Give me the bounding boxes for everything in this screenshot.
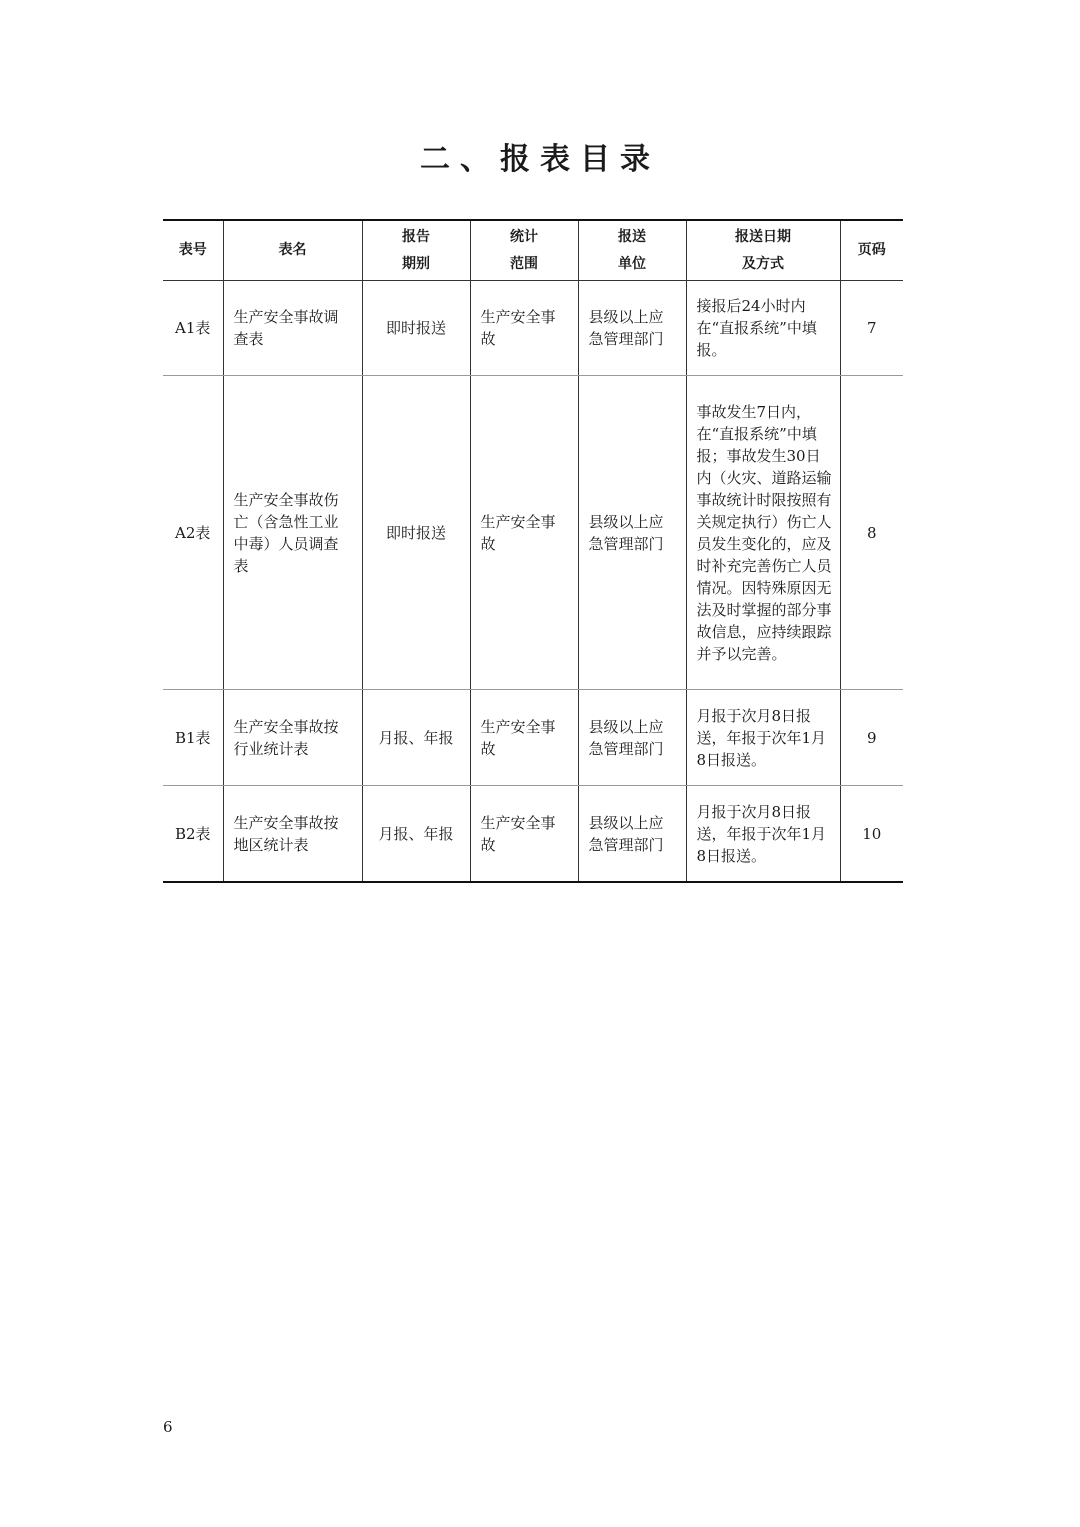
header-date-method [686, 220, 840, 281]
cell-scope: 生产安全事故 [470, 281, 578, 376]
cell-period: 月报、年报 [362, 690, 470, 786]
cell-page: 9 [840, 690, 903, 786]
cell-code: B2表 [163, 786, 223, 883]
cell-name: 生产安全事故伤亡（含急性工业中毒）人员调查表 [223, 376, 362, 690]
header-unit [578, 220, 686, 281]
table-row [163, 281, 903, 376]
header-page [840, 220, 903, 281]
cell-scope: 生产安全事故 [470, 690, 578, 786]
table-header-row [163, 220, 903, 281]
cell-period: 月报、年报 [362, 786, 470, 883]
cell-scope: 生产安全事故 [470, 376, 578, 690]
header-name-line: 表名 [278, 242, 307, 258]
cell-date-method: 事故发生7日内，在“直报系统”中填报；事故发生30日内（火灾、道路运输事故统计时限按照有关规定执行）伤亡人员发生变化的，应及时补充完善伤亡人员情况。因特殊原因无法及时掌握的部分事故信息，应持续跟踪并予以完善。 [686, 376, 840, 690]
cell-date-method: 月报于次月8日报送，年报于次年1月8日报送。 [686, 786, 840, 883]
header-date-method-line-1: 报送日期 [735, 228, 791, 245]
cell-unit: 县级以上应急管理部门 [578, 786, 686, 883]
cell-unit: 县级以上应急管理部门 [578, 281, 686, 376]
cell-page: 10 [840, 786, 903, 883]
table-row [163, 376, 903, 690]
cell-page: 7 [840, 281, 903, 376]
header-scope-line-2: 范围 [510, 255, 538, 272]
cell-period: 即时报送 [362, 281, 470, 376]
cell-unit: 县级以上应急管理部门 [578, 690, 686, 786]
header-period [362, 220, 470, 281]
header-page-line: 页码 [857, 242, 886, 258]
header-date-method-line-2: 及方式 [742, 255, 784, 272]
cell-name: 生产安全事故按地区统计表 [223, 786, 362, 883]
header-scope-line-1: 统计 [510, 228, 538, 245]
cell-name: 生产安全事故按行业统计表 [223, 690, 362, 786]
header-code-line: 表号 [178, 242, 207, 258]
cell-name: 生产安全事故调查表 [223, 281, 362, 376]
header-name [223, 220, 362, 281]
header-unit-line-2: 单位 [618, 255, 646, 272]
cell-unit: 县级以上应急管理部门 [578, 376, 686, 690]
table-row [163, 690, 903, 786]
report-catalog-table [163, 219, 903, 883]
cell-date-method: 接报后24小时内在“直报系统”中填报。 [686, 281, 840, 376]
cell-code: A2表 [163, 376, 223, 690]
table-row [163, 786, 903, 883]
page-title: 二、报表目录 [420, 142, 660, 177]
cell-date-method: 月报于次月8日报送，年报于次年1月8日报送。 [686, 690, 840, 786]
header-unit-line-1: 报送 [618, 228, 646, 245]
header-period-line-2: 期别 [402, 255, 430, 272]
cell-code: B1表 [163, 690, 223, 786]
header-scope [470, 220, 578, 281]
cell-period: 即时报送 [362, 376, 470, 690]
header-code [163, 220, 223, 281]
cell-scope: 生产安全事故 [470, 786, 578, 883]
page-number: 6 [163, 1418, 173, 1436]
cell-code: A1表 [163, 281, 223, 376]
header-period-line-1: 报告 [402, 228, 430, 245]
cell-page: 8 [840, 376, 903, 690]
